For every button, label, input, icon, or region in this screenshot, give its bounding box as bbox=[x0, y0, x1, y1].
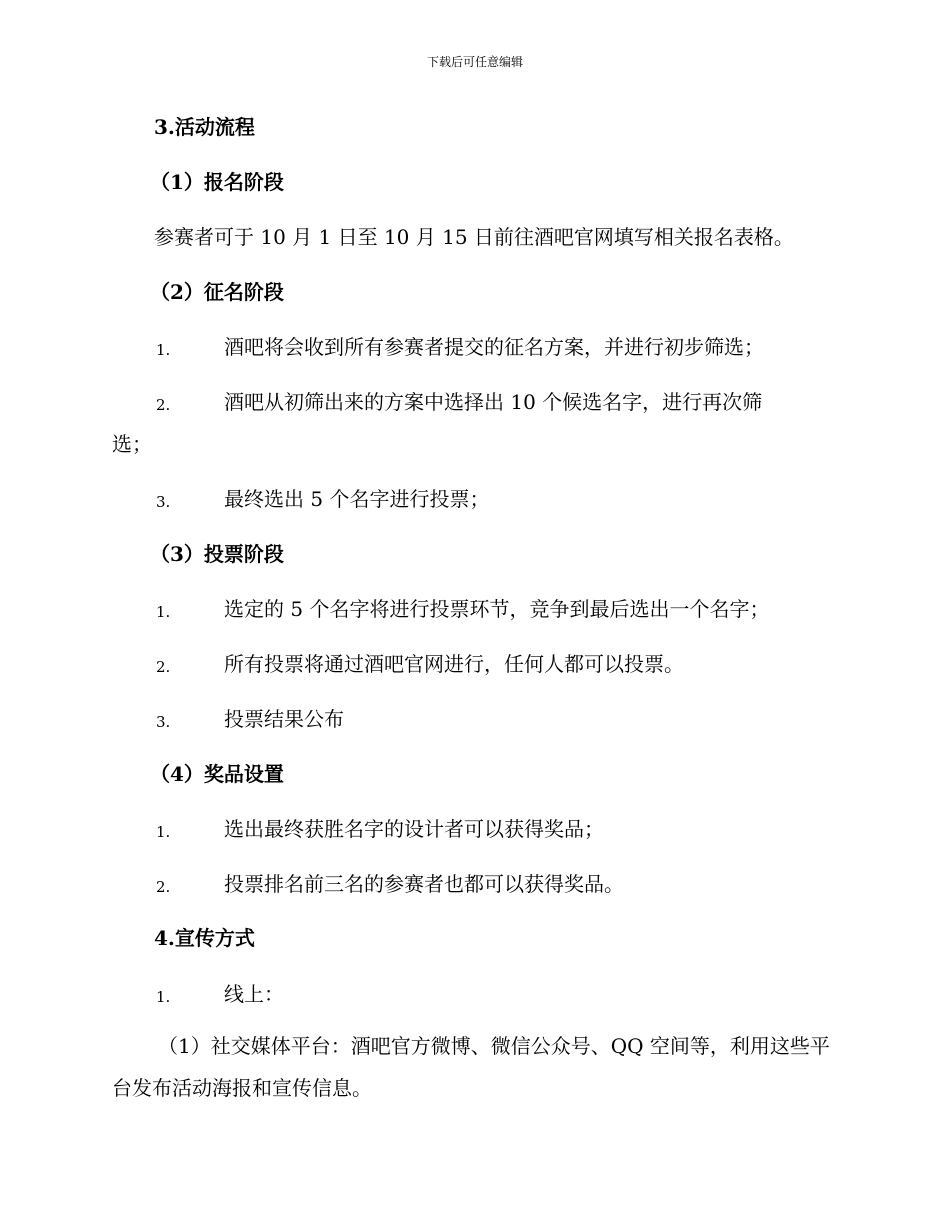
list-item-number: 1. bbox=[156, 341, 171, 359]
list-item-number: 1. bbox=[156, 603, 171, 621]
list-item-number: 2. bbox=[156, 396, 171, 414]
page-header: 下载后可任意编辑 bbox=[426, 55, 523, 69]
list-item-number: 1. bbox=[156, 988, 171, 1006]
subsection-registration: （1）报名阶段 bbox=[150, 170, 284, 194]
subsection-voting: （3）投票阶段 bbox=[150, 542, 284, 566]
list-item-text: 酒吧将会收到所有参赛者提交的征名方案，并进行初步筛选； bbox=[224, 335, 764, 359]
list-item-text: 酒吧从初筛出来的方案中选择出 10 个候选名字，进行再次筛 bbox=[224, 390, 763, 414]
subsection-naming: （2）征名阶段 bbox=[150, 280, 284, 304]
list-item-text: 投票结果公布 bbox=[224, 707, 344, 731]
list-item-number: 3. bbox=[156, 493, 171, 511]
list-item-number: 2. bbox=[156, 878, 171, 896]
list-item-number: 1. bbox=[156, 823, 171, 841]
registration-text: 参赛者可于 10 月 1 日至 10 月 15 日前往酒吧官网填写相关报名表格。 bbox=[154, 225, 794, 249]
subsection-prizes: （4）奖品设置 bbox=[150, 762, 284, 786]
list-item-text: 选定的 5 个名字将进行投票环节，竞争到最后选出一个名字； bbox=[224, 597, 770, 621]
section-3-title: 3.活动流程 bbox=[154, 115, 255, 139]
list-item-text: 最终选出 5 个名字进行投票； bbox=[224, 487, 490, 511]
list-item-text: 所有投票将通过酒吧官网进行，任何人都可以投票。 bbox=[224, 652, 684, 676]
list-item-text: 线上： bbox=[224, 982, 284, 1006]
section-4-title: 4.宣传方式 bbox=[154, 926, 255, 950]
list-item-number: 2. bbox=[156, 658, 171, 676]
list-item-number: 3. bbox=[156, 713, 171, 731]
list-item-text: 选出最终获胜名字的设计者可以获得奖品； bbox=[224, 817, 604, 841]
list-item-text-continuation: 选； bbox=[112, 432, 152, 456]
list-item-text: 投票排名前三名的参赛者也都可以获得奖品。 bbox=[224, 872, 624, 896]
social-media-paragraph: （1）社交媒体平台：酒吧官方微博、微信公众号、QQ 空间等，利用这些平台发布活动海报和宣传信息。 bbox=[112, 1034, 830, 1100]
